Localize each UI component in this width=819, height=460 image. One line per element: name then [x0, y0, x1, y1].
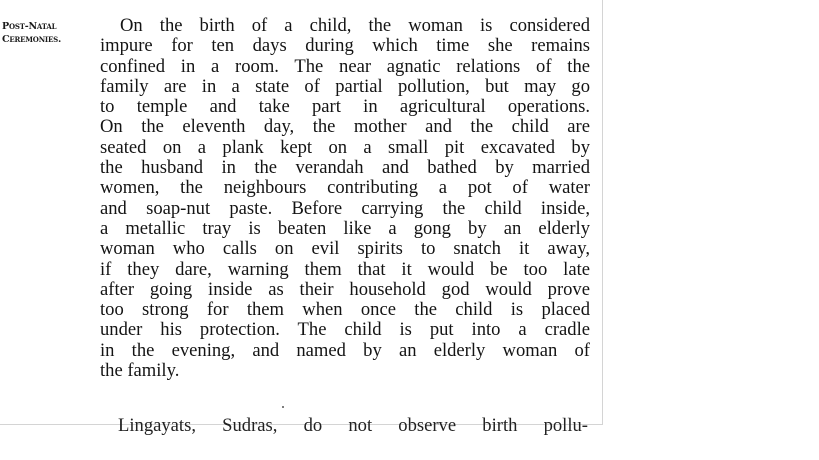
cut-off-line [118, 415, 588, 436]
text-line-17: in the evening, and named by an elderly woman of [100, 339, 590, 361]
text-line-7: seated on a plank kept on a small pit excavated by [100, 136, 590, 158]
text-line-2: impure for ten days during which time she remains [100, 35, 590, 57]
text-line-9: women, the neighbours contributing a pot of water [100, 177, 590, 199]
text-line-18: the family. [100, 360, 180, 382]
text-line-11: a metallic tray is beaten like a gong by an elderly [100, 217, 590, 239]
text-line-10: and soap-nut paste. Before carrying the child inside, [100, 197, 590, 219]
margin-note-line-2: Ceremonies. [2, 34, 62, 45]
text-line-6: On the eleventh day, the mother and the child are [100, 116, 590, 138]
text-line-8: the husband in the verandah and bathed by married [100, 157, 590, 179]
margin-note-line-1: Post-Natal [2, 21, 57, 32]
text-line-12: woman who calls on evil spirits to snatch it away, [100, 238, 590, 260]
text-line-14: after going inside as their household god would prove [100, 278, 590, 300]
text-line-4: family are in a state of partial pollution, but may go [100, 75, 590, 97]
text-line-13: if they dare, warning them that it would be too late [100, 258, 590, 280]
paragraph [100, 16, 590, 381]
scan-speck [282, 406, 284, 408]
text-line-16: under his protection. The child is put into a cradle [100, 319, 590, 341]
cut-off-line-text: Lingayats, Sudras, do not observe birth pollu- [118, 415, 588, 436]
text-line-1: On the birth of a child, the woman is considered [120, 15, 590, 36]
margin-note [2, 20, 94, 46]
text-line-5: to temple and take part in agricultural operations. [100, 96, 590, 118]
text-line-15: too strong for them when once the child is placed [100, 299, 590, 321]
text-line-3: confined in a room. The near agnatic relations of the [100, 55, 590, 77]
